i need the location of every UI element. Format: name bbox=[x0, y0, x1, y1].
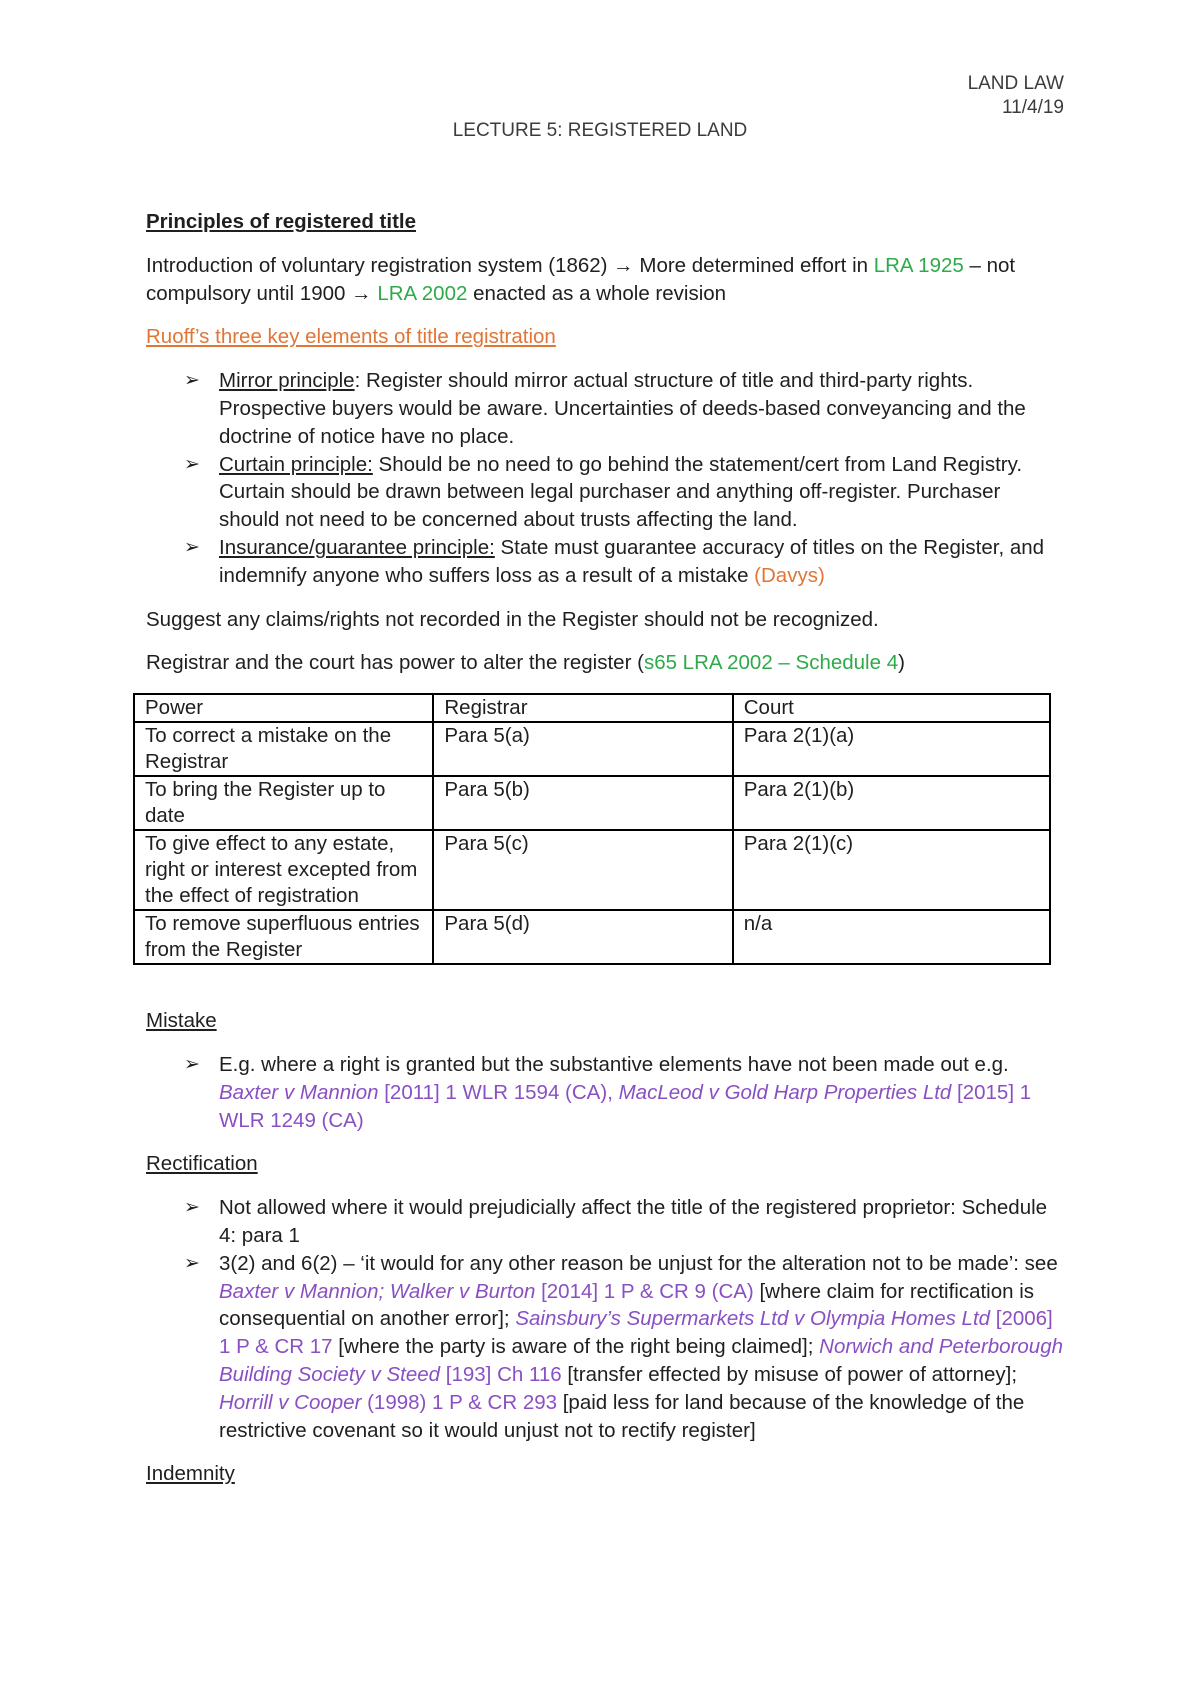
mistake-text: E.g. where a right is granted but the substantive elements have not been made out e.g. bbox=[219, 1052, 1009, 1076]
table-cell: Para 2(1)(b) bbox=[733, 776, 1050, 830]
registrar-text-1: Registrar and the court has power to alter the register ( bbox=[146, 651, 644, 675]
list-item-curtain bbox=[146, 451, 1066, 534]
case-ref: MacLeod v Gold Harp Properties Ltd bbox=[618, 1080, 952, 1104]
intro-text-2: More determined effort in bbox=[633, 253, 874, 277]
lecture-title: LECTURE 5: REGISTERED LAND bbox=[452, 120, 748, 141]
table-cell: Para 5(a) bbox=[433, 722, 732, 776]
table-header-row bbox=[134, 694, 1050, 722]
principle-term: Curtain principle: bbox=[219, 452, 373, 476]
principle-text: Should be no need to go behind the statement/cert from Land Registry. Curtain should be drawn between legal purchaser and anything off-register. Purchaser should not need to be concerned about trusts affecting the land. bbox=[219, 452, 1023, 532]
list-item-mirror bbox=[146, 367, 1066, 450]
registrar-paragraph bbox=[146, 649, 1066, 677]
mistake-list bbox=[146, 1051, 1066, 1134]
list-item bbox=[146, 1250, 1066, 1445]
statute-ref-lra-1925: LRA 1925 bbox=[873, 253, 964, 277]
rectification-list bbox=[146, 1194, 1066, 1444]
table-header-cell: Court bbox=[733, 694, 1050, 722]
suggest-paragraph: Suggest any claims/rights not recorded in the Register should not be recognized. bbox=[146, 607, 879, 631]
rectification-text: Not allowed where it would prejudicially affect the title of the registered proprietor: Schedule 4: para 1 bbox=[219, 1196, 1048, 1247]
case-ref: Norwich and Peterborough Building Society v Steed bbox=[219, 1335, 1064, 1386]
intro-paragraph bbox=[146, 252, 1066, 308]
case-citation: [193] Ch 116 bbox=[440, 1362, 562, 1386]
arrow-bullet-icon: ➢ bbox=[184, 1252, 200, 1274]
table-cell: Para 5(b) bbox=[433, 776, 732, 830]
ruoff-heading: Ruoff’s three key elements of title registration bbox=[146, 325, 556, 349]
rectification-text: [where the party is aware of the right being claimed]; bbox=[332, 1335, 820, 1359]
document-body bbox=[146, 208, 1066, 1504]
registrar-text-2: ) bbox=[898, 651, 905, 675]
rectification-heading: Rectification bbox=[146, 1152, 258, 1176]
principle-text: Register should mirror actual structure of title and third-party rights. Prospective buyers would be aware. Uncertainties of deeds-based conveyancing and the doctrine of notice have no place. bbox=[219, 369, 1026, 448]
table-cell: Para 5(d) bbox=[433, 910, 732, 964]
mistake-heading: Mistake bbox=[146, 1009, 217, 1033]
powers-table bbox=[133, 693, 1051, 965]
rectification-text: [paid less for land because of the knowledge of the restrictive covenant so it would unjust not to rectify register] bbox=[219, 1390, 1025, 1442]
table-header-cell: Power bbox=[134, 694, 433, 722]
intro-text-3: – not compulsory until 1900 bbox=[146, 253, 1016, 305]
indemnity-heading: Indemnity bbox=[146, 1462, 235, 1486]
intro-text-5: enacted as a whole revision bbox=[467, 281, 727, 305]
table-cell: To bring the Register up to date bbox=[134, 776, 433, 830]
case-ref: Sainsbury’s Supermarkets Ltd v Olympia Homes Ltd bbox=[515, 1307, 991, 1331]
intro-text-1: Introduction of voluntary registration system (1862) bbox=[146, 253, 614, 277]
table-cell: Para 5(c) bbox=[433, 830, 732, 910]
principle-text: State must guarantee accuracy of titles on the Register, and indemnify anyone who suffers loss as a result of a mistake bbox=[219, 535, 1045, 587]
table-cell: n/a bbox=[733, 910, 1050, 964]
list-item bbox=[146, 1194, 1066, 1250]
case-ref-davys: (Davys) bbox=[754, 563, 825, 587]
table-cell: Para 2(1)(c) bbox=[733, 830, 1050, 910]
principle-term: Mirror principle bbox=[219, 369, 355, 393]
section-heading-principles: Principles of registered title bbox=[146, 210, 416, 233]
table-row bbox=[134, 776, 1050, 830]
case-citation: [2015] 1 WLR 1249 (CA) bbox=[219, 1080, 1032, 1132]
rectification-text: [where claim for rectification is consequential on another error]; bbox=[219, 1279, 1035, 1331]
case-citation: [2006] 1 P & CR 17 bbox=[219, 1307, 1053, 1359]
case-ref: Baxter v Mannion bbox=[219, 1080, 379, 1104]
separator: , bbox=[607, 1080, 619, 1104]
table-cell: To correct a mistake on the Registrar bbox=[134, 722, 433, 776]
arrow-icon: → bbox=[351, 281, 372, 305]
rectification-text: 3(2) and 6(2) – ‘it would for any other reason be unjust for the alteration not to be made’: see bbox=[219, 1251, 1058, 1275]
arrow-bullet-icon: ➢ bbox=[184, 536, 200, 558]
header-course: LAND LAW bbox=[967, 73, 1064, 94]
header-date: 11/4/19 bbox=[1002, 97, 1064, 118]
case-citation: [2011] 1 WLR 1594 (CA) bbox=[378, 1080, 608, 1104]
table-row bbox=[134, 910, 1050, 964]
list-item bbox=[146, 1051, 1066, 1134]
arrow-icon: → bbox=[613, 253, 634, 277]
arrow-bullet-icon: ➢ bbox=[184, 370, 200, 392]
case-ref: Horrill v Cooper bbox=[219, 1390, 362, 1414]
case-ref: Baxter v Mannion; Walker v Burton bbox=[219, 1279, 536, 1303]
statute-ref-lra-2002: LRA 2002 bbox=[377, 281, 468, 305]
arrow-bullet-icon: ➢ bbox=[184, 453, 200, 475]
case-citation: [2014] 1 P & CR 9 (CA) bbox=[535, 1279, 754, 1303]
table-cell: Para 2(1)(a) bbox=[733, 722, 1050, 776]
principles-list bbox=[146, 367, 1066, 589]
table-cell: To remove superfluous entries from the Register bbox=[134, 910, 433, 964]
principle-sep: : bbox=[354, 369, 361, 393]
rectification-text: [transfer effected by misuse of power of attorney]; bbox=[561, 1362, 1018, 1386]
list-item-insurance bbox=[146, 534, 1066, 590]
table-row bbox=[134, 722, 1050, 776]
table-row bbox=[134, 830, 1050, 910]
case-citation: (1998) 1 P & CR 293 bbox=[361, 1390, 558, 1414]
table-header-cell: Registrar bbox=[433, 694, 732, 722]
arrow-bullet-icon: ➢ bbox=[184, 1197, 200, 1219]
statute-ref-s65: s65 LRA 2002 – Schedule 4 bbox=[643, 651, 899, 675]
principle-term: Insurance/guarantee principle: bbox=[219, 535, 495, 559]
table-cell: To give effect to any estate, right or interest excepted from the effect of registration bbox=[134, 830, 433, 910]
arrow-bullet-icon: ➢ bbox=[184, 1053, 200, 1075]
